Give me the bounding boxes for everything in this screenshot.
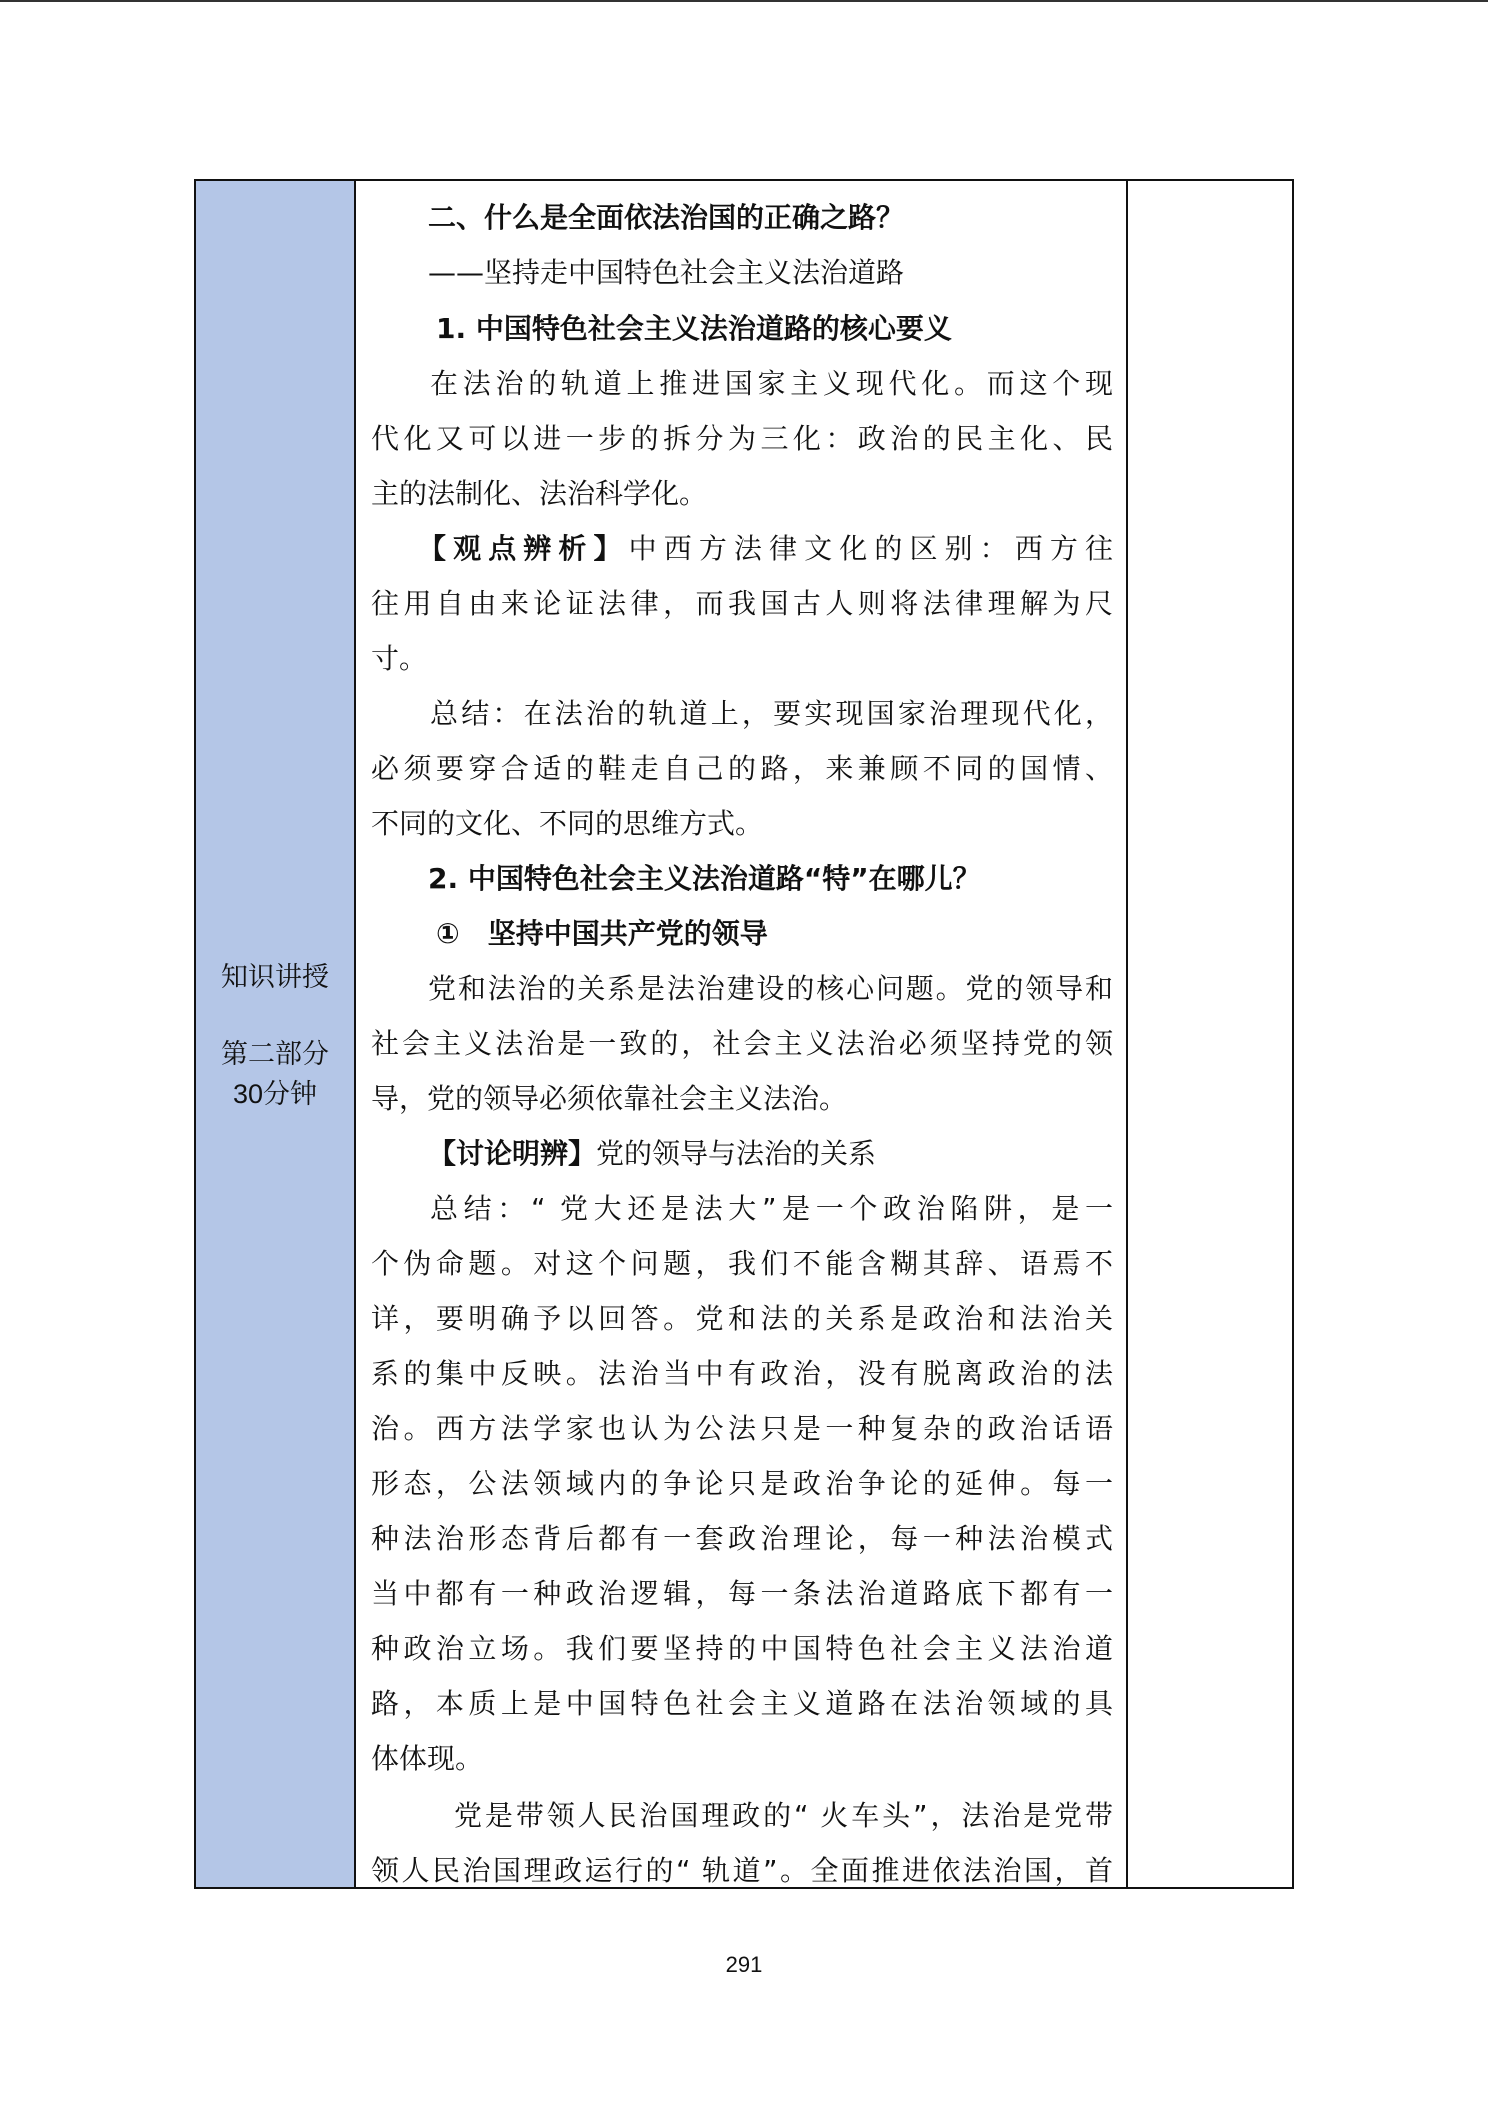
- discussion-tag: 【讨论明辨】: [428, 1137, 597, 1170]
- paragraph-line: 代化又可以进一步的拆分为三化：政治的民主化、民: [371, 422, 1113, 455]
- paragraph-line: 往用自由来论证法律，而我国古人则将法律理解为尺: [371, 587, 1113, 620]
- lesson-plan-table: [194, 179, 1294, 1889]
- paragraph-line: 形态，公法领域内的争论只是政治争论的延伸。每一: [371, 1467, 1113, 1500]
- paragraph-line: 详，要明确予以回答。党和法的关系是政治和法治关: [371, 1302, 1113, 1335]
- paragraph-line: 导，党的领导必须依靠社会主义法治。: [371, 1082, 848, 1115]
- section-type-label: 知识讲授: [221, 962, 329, 992]
- paragraph-line: 治。西方法学家也认为公法只是一种复杂的政治话语: [371, 1412, 1113, 1445]
- paragraph-line: [356, 529, 1126, 569]
- page-number: 291: [725, 1952, 763, 1977]
- paragraph-text: 党的领导与法治的关系: [596, 1137, 877, 1170]
- section-label-cell: [196, 181, 356, 1887]
- paragraph-line: 总结：在法治的轨道上，要实现国家治理现代化，: [430, 697, 1113, 730]
- point-2-title: 2. 中国特色社会主义法治道路“特”在哪儿？: [428, 862, 981, 895]
- sub-point-1-title: ① 坚持中国共产党的领导: [436, 917, 768, 950]
- notes-cell: [1128, 181, 1292, 1887]
- paragraph-line: 社会主义法治是一致的，社会主义法治必须坚持党的领: [371, 1027, 1113, 1060]
- paragraph-line: 种法治形态背后都有一套政治理论，每一种法治模式: [371, 1522, 1113, 1555]
- paragraph-text: 中西方法律文化的区别：西方往: [628, 532, 1113, 565]
- page-top-border: [0, 0, 1488, 2]
- section-heading: 二、什么是全面依法治国的正确之路？: [428, 201, 905, 234]
- paragraph-line: 主的法制化、法治科学化。: [371, 477, 708, 510]
- paragraph-line: 个伪命题。对这个问题，我们不能含糊其辞、语焉不: [371, 1247, 1113, 1280]
- paragraph-line: 党是带领人民治国理政的“ 火车头”，法治是党带: [454, 1799, 1113, 1832]
- viewpoint-analysis-tag: 【观点辨析】: [418, 532, 629, 565]
- section-part-label: 第二部分: [221, 1039, 329, 1069]
- paragraph-line: 当中都有一种政治逻辑，每一条法治道路底下都有一: [371, 1577, 1113, 1610]
- point-1-title: 1. 中国特色社会主义法治道路的核心要义: [436, 312, 952, 345]
- section-subheading: ——坚持走中国特色社会主义法治道路: [428, 256, 905, 289]
- paragraph-line: 体体现。: [371, 1742, 484, 1775]
- section-duration-label: 30分钟: [232, 1079, 318, 1109]
- paragraph-line: 路，本质上是中国特色社会主义道路在法治领域的具: [371, 1687, 1113, 1720]
- paragraph-line: 种政治立场。我们要坚持的中国特色社会主义法治道: [371, 1632, 1113, 1665]
- paragraph-line: 必须要穿合适的鞋走自己的路，来兼顾不同的国情、: [371, 752, 1113, 785]
- paragraph-line: 系的集中反映。法治当中有政治，没有脱离政治的法: [371, 1357, 1113, 1390]
- paragraph-line: 总结：“ 党大还是法大”是一个政治陷阱，是一: [430, 1192, 1113, 1225]
- paragraph-line: 寸。: [371, 642, 428, 675]
- paragraph-line: 领人民治国理政运行的“ 轨道”。全面推进依法治国，首: [371, 1854, 1113, 1887]
- paragraph-line: 不同的文化、不同的思维方式。: [371, 807, 764, 840]
- paragraph-line: [356, 1134, 1128, 1174]
- content-cell: [356, 181, 1128, 1887]
- paragraph-line: 党和法治的关系是法治建设的核心问题。党的领导和: [428, 972, 1113, 1005]
- paragraph-line: 在法治的轨道上推进国家主义现代化。而这个现: [430, 367, 1113, 400]
